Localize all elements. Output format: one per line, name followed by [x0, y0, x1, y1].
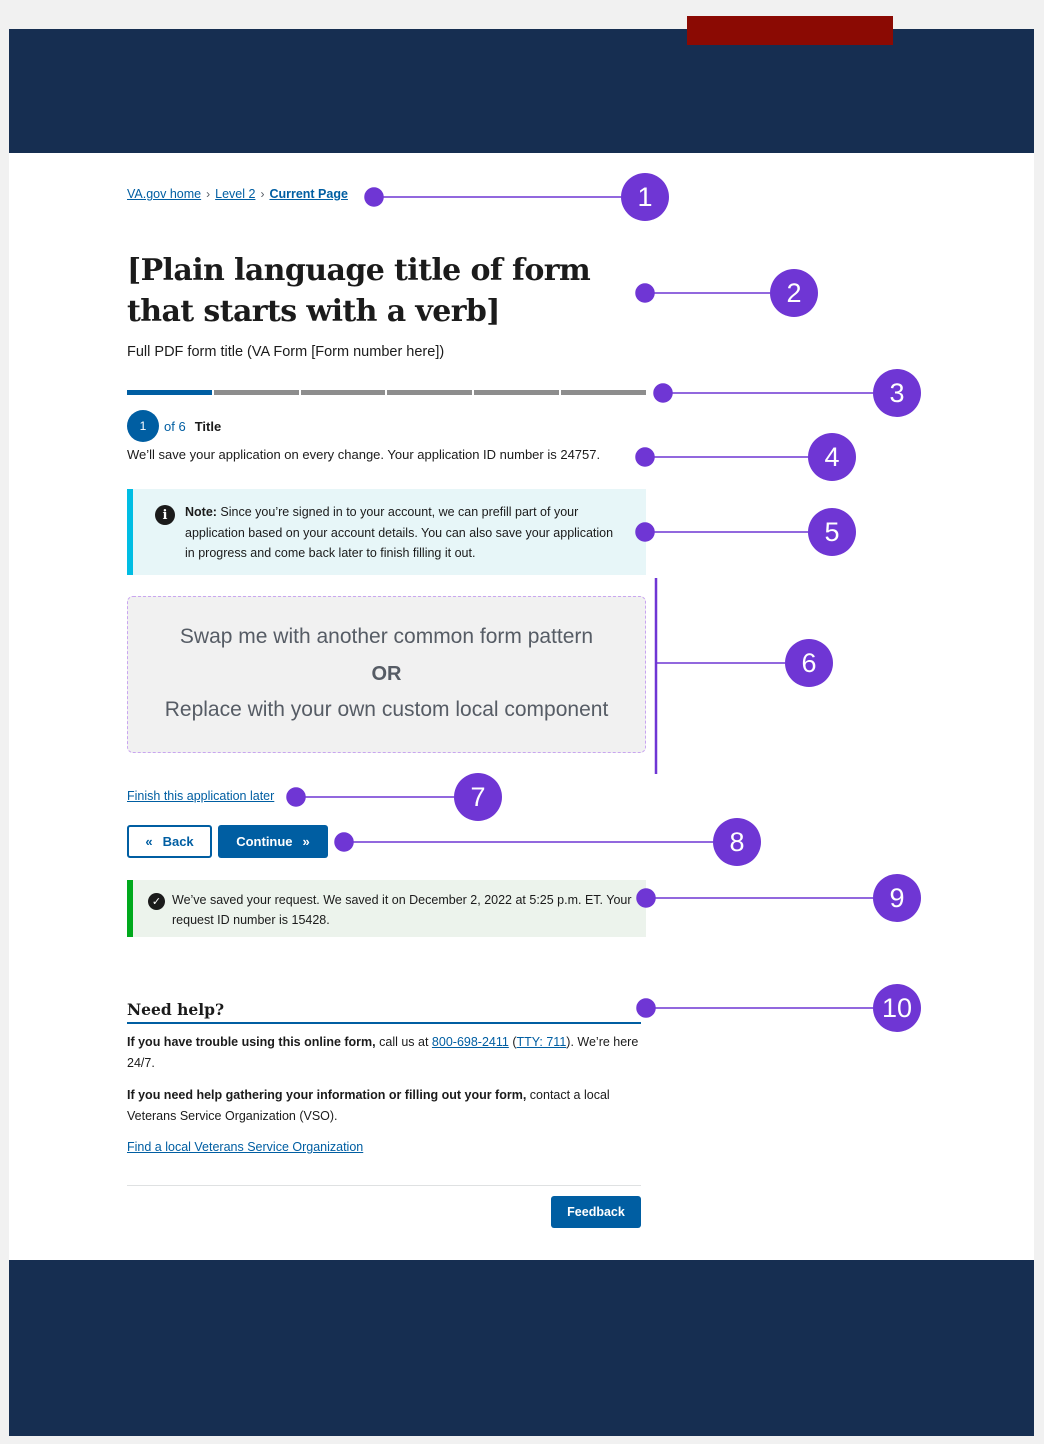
success-alert — [127, 880, 646, 937]
form-pattern-placeholder — [127, 596, 646, 753]
double-chevron-left-icon: « — [145, 834, 153, 849]
annotation-marker-4: 4 — [808, 433, 856, 481]
help-phone-pre: call us at — [375, 1035, 432, 1049]
step-of-total: of 6 — [164, 418, 186, 434]
success-alert-text: We’ve saved your request. We saved it on December 2, 2022 at 5:25 p.m. ET. Your request ID number is 15428. — [172, 893, 632, 927]
progress-segment — [301, 390, 386, 395]
info-alert — [127, 489, 646, 575]
step-title: Title — [194, 418, 222, 434]
site-header — [9, 29, 1034, 153]
double-chevron-right-icon: » — [302, 834, 310, 849]
autosave-message: We’ll save your application on every change. Your application ID number is 24757. — [127, 447, 601, 462]
help-vso-text — [127, 1085, 641, 1126]
progress-segment — [561, 390, 646, 395]
progress-bar — [127, 390, 646, 395]
find-vso-link[interactable]: Find a local Veterans Service Organization — [127, 1140, 364, 1154]
help-phone-mid: ( — [508, 1035, 517, 1049]
step-indicator — [127, 410, 221, 442]
info-icon: i — [155, 505, 175, 525]
help-phone-bold: If you have trouble using this online form, — [127, 1035, 376, 1049]
info-alert-body: Since you’re signed in to your account, we can prefill part of your application based on your account details. You can also save your application in progress and come back later to finish filling it out. — [185, 505, 614, 560]
divider — [127, 1185, 641, 1186]
check-circle-icon: ✓ — [148, 893, 165, 910]
progress-segment — [387, 390, 472, 395]
need-help-rule — [127, 1022, 641, 1024]
back-button[interactable] — [127, 825, 212, 858]
continue-button[interactable] — [218, 825, 328, 858]
breadcrumb-home-link[interactable]: VA.gov home — [127, 187, 202, 201]
breadcrumb-separator: › — [206, 187, 211, 201]
annotation-marker-1: 1 — [621, 173, 669, 221]
breadcrumb — [127, 187, 348, 201]
continue-button-label: Continue — [236, 834, 293, 849]
breadcrumb-level2-link[interactable]: Level 2 — [215, 187, 256, 201]
feedback-button[interactable]: Feedback — [551, 1196, 641, 1228]
finish-later-link[interactable]: Finish this application later — [127, 789, 275, 803]
placeholder-or: OR — [371, 663, 402, 685]
placeholder-line-1: Swap me with another common form pattern — [179, 625, 594, 648]
need-help-heading: Need help? — [127, 1000, 225, 1019]
site-footer — [9, 1260, 1034, 1436]
annotation-marker-9: 9 — [873, 874, 921, 922]
info-alert-label: Note: — [185, 505, 217, 519]
annotation-marker-10: 10 — [873, 984, 921, 1032]
phone-link[interactable]: 800-698-2411 — [431, 1035, 509, 1049]
help-phone-text — [127, 1032, 641, 1073]
annotation-marker-5: 5 — [808, 508, 856, 556]
annotation-marker-3: 3 — [873, 369, 921, 417]
page-title: [Plain language title of form that starts with a verb] — [127, 253, 591, 329]
tty-link[interactable]: TTY: 711 — [516, 1035, 567, 1049]
help-vso-bold: If you need help gathering your information or filling out your form, — [127, 1088, 527, 1102]
breadcrumb-separator: › — [260, 187, 265, 201]
page-frame — [9, 10, 1034, 1436]
annotation-marker-7: 7 — [454, 773, 502, 821]
help-phone-post: ). We’re here 24/7. — [127, 1035, 639, 1070]
header-red-banner — [687, 16, 893, 45]
breadcrumb-current-link[interactable]: Current Page — [269, 187, 348, 201]
annotation-marker-8: 8 — [713, 818, 761, 866]
step-number-badge: 1 — [127, 410, 159, 442]
back-button-label: Back — [162, 834, 194, 849]
help-vso-body: contact a local Veterans Service Organization (VSO). — [127, 1088, 610, 1123]
annotation-marker-6: 6 — [785, 639, 833, 687]
progress-segment-active — [127, 390, 212, 395]
page-subtitle: Full PDF form title (VA Form [Form number here]) — [127, 344, 445, 360]
progress-segment — [214, 390, 299, 395]
info-alert-text — [185, 502, 625, 564]
placeholder-line-3: Replace with your own custom local component — [164, 698, 609, 721]
annotation-marker-2: 2 — [770, 269, 818, 317]
progress-segment — [474, 390, 559, 395]
